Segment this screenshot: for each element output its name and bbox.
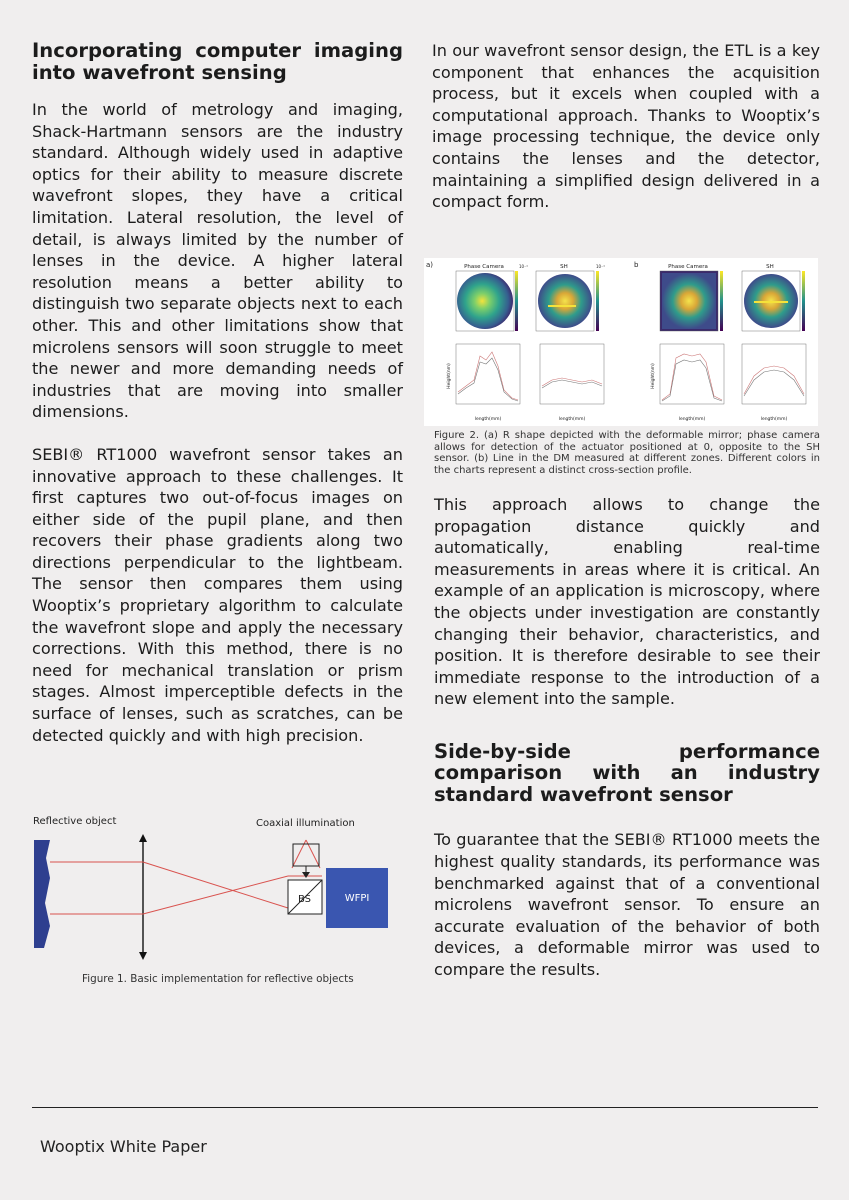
- paragraph-shack-hartmann: In the world of metrology and imaging, Shack-Hartmann sensors are the industry standard. Although widely used in adaptive optics for their ability to measure discrete wavefront slopes, they have a critical limitation. Lateral resolution, the level of detail, is always limited by the number of lenses in the device. A higher lateral resolution means a better ability to distinguish two separate objects next to each other. This and other limitations show that microlens sensors will soon struggle to meet the newer and more demanding needs of industries that are moving into smaller dimensions.: [32, 100, 403, 422]
- figure-2: [424, 258, 818, 426]
- label-reflective-object: Reflective object: [33, 816, 117, 827]
- label-bs: BS: [298, 894, 312, 905]
- paragraph-sebi-approach: SEBI® RT1000 wavefront sensor takes an innovative approach to these challenges. It first captures two out-of-focus images on either side of the pupil plane, and then recovers their phase gradients along two directions perpendicular to the lightbeam. The sensor then compares them using Wooptix’s proprietary algorithm to calculate the wavefront slope and apply the necessary corrections. With this method, there is no need for mechanical translation or prism stages. Almost imperceptible defects in the surface of lenses, such as scratches, can be detected quickly and with high precision.: [32, 444, 403, 745]
- figure-2-caption: Figure 2. (a) R shape depicted with the deformable mirror; phase camera allows for detection of the actuator positioned at 0, opposite to the SH sensor. (b) Line in the DM measured at different zones. Different colors in the charts represent a distinct cross-section profile.: [434, 430, 820, 476]
- panel-b-sh-title: SH: [766, 264, 774, 270]
- panel-b-label: b: [634, 261, 639, 269]
- right-column: [432, 40, 820, 213]
- footer-text: Wooptix White Paper: [40, 1137, 207, 1156]
- panel-a-sh-map: [538, 274, 592, 328]
- panel-a-profile-chart-2: [540, 344, 604, 404]
- panel-a-label: a): [426, 261, 434, 269]
- lens-arrow-top: [139, 834, 147, 842]
- paragraph-propagation: This approach allows to change the propagation distance quickly and automatically, enabling real-time measurements in areas where it is critical. An example of an application is microscopy, where the objects under investigation are constantly changing their behavior, characteristics, and position. It is therefore desirable to see their immediate response to the introduction of a new element into the sample.: [434, 495, 820, 709]
- svg-text:length(mm): length(mm): [760, 417, 788, 422]
- svg-text:10⁻¹: 10⁻¹: [519, 264, 528, 269]
- figure-1-caption: Figure 1. Basic implementation for reflective objects: [82, 973, 354, 985]
- reflective-setup-diagram: [30, 808, 410, 968]
- reflective-object-shape: [34, 840, 50, 948]
- svg-text:length(mm): length(mm): [474, 417, 502, 422]
- panel-b-profile-chart-1: [660, 344, 724, 404]
- section-heading-imaging: Incorporating computer imaging into wavefront sensing: [32, 39, 403, 84]
- panel-a-phase-map: [457, 273, 513, 329]
- light-rays: [50, 840, 322, 914]
- svg-text:Height(nm): Height(nm): [447, 363, 452, 389]
- panel-b-phase-title: Phase Camera: [668, 264, 708, 270]
- svg-text:Height(nm): Height(nm): [651, 363, 656, 389]
- footer-divider: [32, 1107, 818, 1108]
- panel-a-phase-title: Phase Camera: [464, 264, 504, 270]
- panel-b-profile-chart-2: [742, 344, 806, 404]
- figure-1: [30, 808, 410, 968]
- label-coaxial-illumination: Coaxial illumination: [256, 818, 355, 829]
- panel-b-phase-map: [662, 273, 716, 329]
- figure-2-charts: [424, 258, 818, 426]
- section-heading-comparison: Side-by-side performance comparison with an industry standard wavefront sensor: [434, 739, 820, 806]
- panel-a-profile-chart-1: [456, 344, 520, 404]
- illumination-source: [293, 844, 319, 866]
- left-column: [32, 40, 403, 746]
- svg-text:length(mm): length(mm): [558, 417, 586, 422]
- label-wfpi: WFPI: [344, 893, 370, 904]
- paragraph-benchmark: To guarantee that the SEBI® RT1000 meets the highest quality standards, its performance was benchmarked against that of a conventional microlens wavefront sensor. To ensure an accurate evaluation of the behavior of both devices, a deformable mirror was used to compare the results.: [434, 830, 820, 979]
- paragraph-etl: In our wavefront sensor design, the ETL is a key component that enhances the acquisition process, but it excels when coupled with a computational approach. Thanks to Wooptix’s image processing technique, the device only contains the lenses and the detector, maintaining a simplified design delivered in a compact form.: [432, 41, 820, 212]
- right-column-lower: [434, 494, 820, 981]
- panel-a-sh-title: SH: [560, 264, 568, 270]
- svg-text:length(mm): length(mm): [678, 417, 706, 422]
- lens-arrow-bottom: [139, 952, 147, 960]
- svg-text:10⁻¹: 10⁻¹: [596, 264, 605, 269]
